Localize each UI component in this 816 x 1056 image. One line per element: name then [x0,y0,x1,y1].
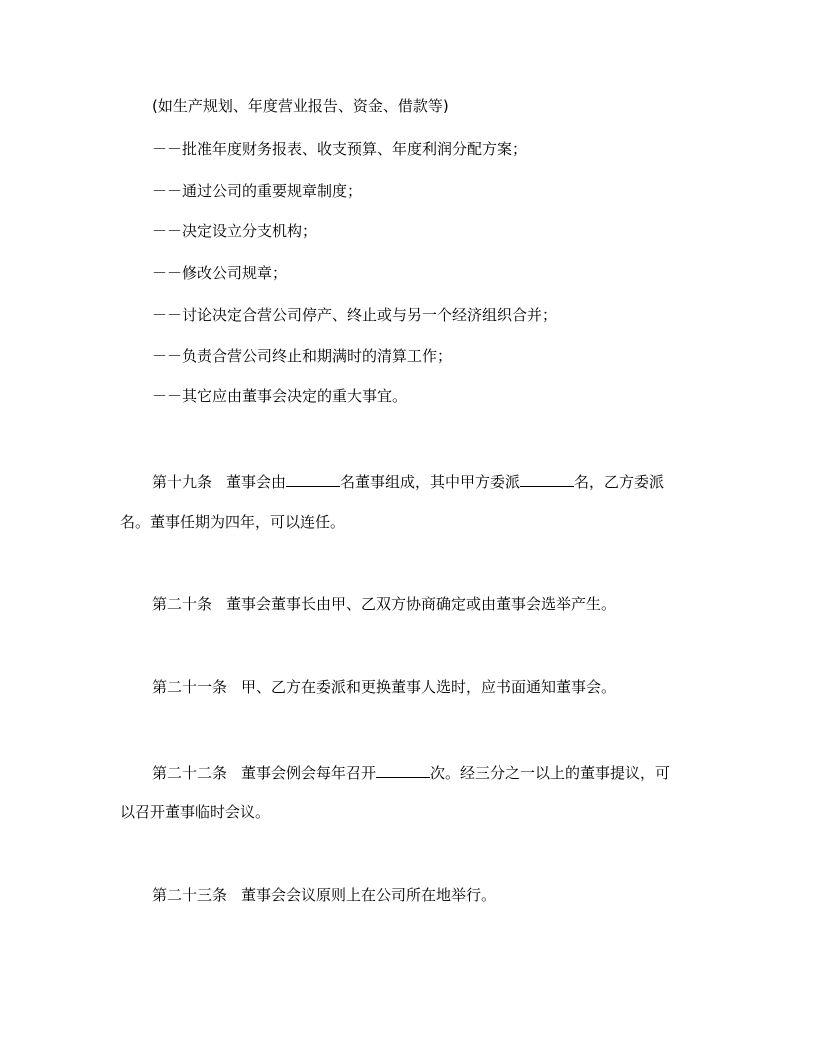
article-20 [152,594,616,614]
article-text: 甲、乙方在委派和更换董事人选时，应书面通知董事会。 [241,678,617,696]
article-label: 第二十条 [152,595,213,613]
blank-field [286,470,340,487]
article-text: 董事会由 [226,473,287,491]
article-19-line-2: 名。董事任期为四年，可以连任。 [120,513,346,531]
list-item: －－决定设立分支机构； [152,222,318,240]
article-label: 第二十一条 [152,678,228,696]
list-item: －－通过公司的重要规章制度； [152,182,363,200]
list-item: －－批准年度财务报表、收支预算、年度利润分配方案； [152,140,528,158]
article-21 [152,677,616,697]
article-text: 次。经三分之一以上的董事提议，可 [430,764,671,782]
article-text: 董事会会议原则上在公司所在地举行。 [241,886,497,904]
article-text: 董事会董事长由甲、乙双方协商确定或由董事会选举产生。 [226,595,617,613]
list-item: －－其它应由董事会决定的重大事宜。 [152,387,408,405]
list-item: －－讨论决定合营公司停产、终止或与另一个经济组织合并； [152,306,558,324]
article-text: 董事会例会每年召开 [241,764,377,782]
article-text: 名董事组成，其中甲方委派 [340,473,521,491]
article-19-line-1 [152,470,664,492]
article-label: 第十九条 [152,473,213,491]
article-label: 第二十三条 [152,886,228,904]
blank-field [376,761,430,778]
article-text: 名，乙方委派 [574,473,665,491]
blank-field [520,470,574,487]
article-label: 第二十二条 [152,764,228,782]
article-22-line-1 [152,761,670,783]
list-item: －－修改公司规章； [152,264,288,282]
article-22-line-2: 以召开董事临时会议。 [120,803,271,821]
article-23 [152,885,496,905]
list-item: －－负责合营公司终止和期满时的清算工作； [152,347,453,365]
list-intro: (如生产规划、年度营业报告、资金、借款等) [152,97,449,115]
